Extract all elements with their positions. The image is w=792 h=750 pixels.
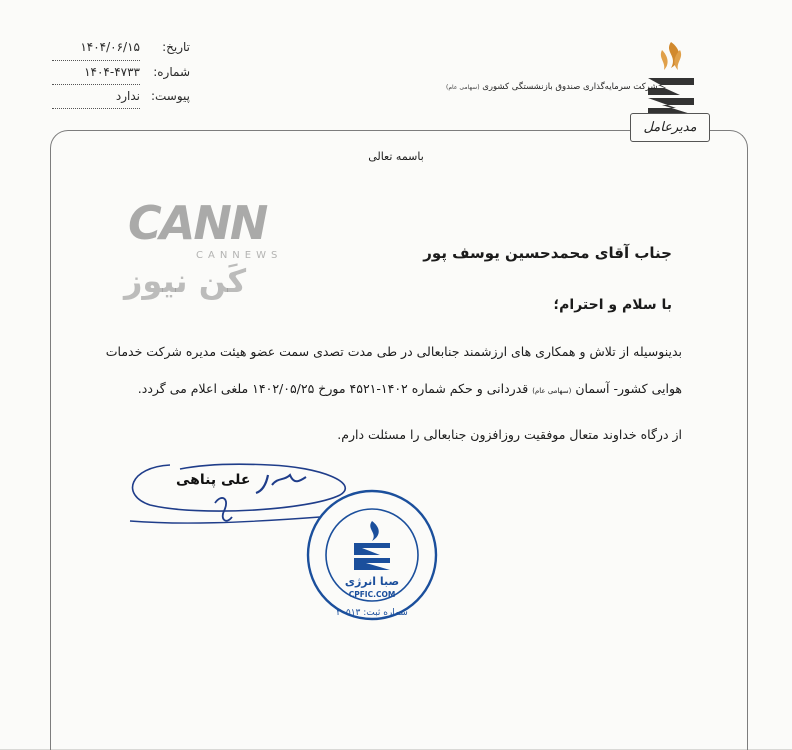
- number-label: شماره:: [153, 65, 190, 79]
- date-label: تاریخ:: [162, 40, 190, 54]
- logo-org-suffix: (سهامی عام): [446, 84, 480, 91]
- body-line-1: بدینوسیله از تلاش و همکاری های ارزشمند جنابعالی در طی مدت تصدی سمت عضو هیئت مدیره شرکت خدمات: [105, 344, 682, 359]
- body-line-3: از درگاه خداوند متعال موفقیت روزافزون جنابعالی را مسئلت دارم.: [337, 427, 682, 442]
- watermark-sub: CANNEWS: [196, 250, 283, 261]
- date-value: ۱۴۰۴/۰۶/۱۵: [80, 40, 140, 54]
- body-line-2-a: هوایی کشور- آسمان: [575, 381, 682, 396]
- stamp-reg-text: شماره ثبت: ۲۰۵۱۳: [336, 608, 408, 618]
- body-line-2: [138, 381, 682, 396]
- date-underline: [52, 60, 140, 61]
- salutation: با سلام و احترام؛: [553, 297, 672, 313]
- number-row: [70, 65, 190, 79]
- body-line-2-b: قدردانی و حکم شماره ۱۴۰۲-۴۵۲۱ مورخ ۱۴۰۲/۰۵/۲۵ ملغی اعلام می گردد.: [137, 381, 529, 396]
- watermark-persian: کَن نیوز: [124, 262, 247, 300]
- stamp-brand-fa: صبا انرژی: [344, 575, 400, 588]
- company-logo-icon: [640, 38, 702, 118]
- ceo-box: مدیرعامل: [630, 113, 710, 142]
- date-row: [70, 40, 190, 54]
- number-underline: [52, 84, 140, 85]
- attachment-value: ندارد: [115, 89, 140, 103]
- addressee: جناب آقای محمدحسین یوسف پور: [423, 244, 672, 262]
- attachment-row: [70, 89, 190, 103]
- company-stamp: [302, 485, 442, 625]
- number-value: ۱۴۰۴-۴۷۳۳: [84, 65, 140, 79]
- basmala: باسمه تعالی: [368, 150, 424, 163]
- body-line-2-small: (سهامی عام): [532, 387, 572, 395]
- logo-org-name: شرکت سرمایه‌گذاری صندوق بازنشستگی کشوری: [482, 82, 658, 92]
- attachment-label: پیوست:: [150, 89, 190, 103]
- logo-org-name-row: [446, 82, 657, 92]
- signer-name: علی پناهی: [176, 472, 251, 488]
- attachment-underline: [52, 108, 140, 109]
- watermark-latin: CANN: [128, 196, 267, 250]
- stamp-brand-en: CPFIC.COM: [348, 590, 396, 599]
